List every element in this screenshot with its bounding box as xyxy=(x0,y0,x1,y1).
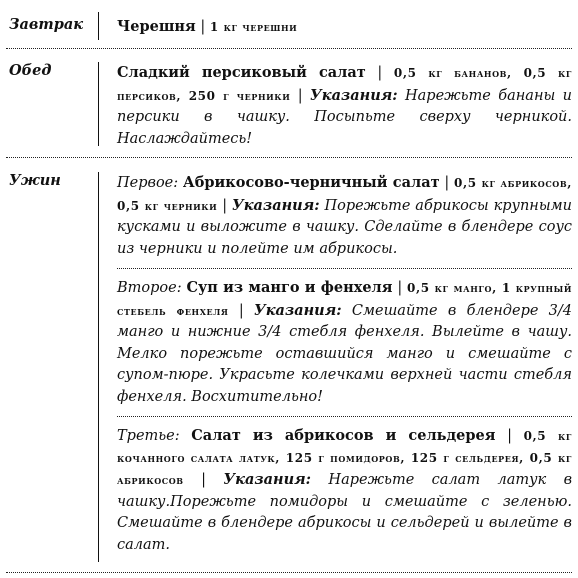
course-rule xyxy=(117,268,572,269)
course-instructions: Смешайте в блендере 3/4 манго и нижние 3/4 стебля фенхеля. Вылейте в чашу. Мелко порежьте оставшийся манго и смешайте с супом-пюре. Украсьте колечками верхней части стебля фенхеля. Восхитительно! xyxy=(117,302,573,405)
separator: | xyxy=(238,302,244,319)
lunch-label: Обед xyxy=(9,62,52,79)
separator: | xyxy=(444,175,450,191)
lunch-content xyxy=(117,62,572,150)
separator: | xyxy=(297,87,303,104)
separator: | xyxy=(377,65,383,81)
lunch-ingredients: 0,5 кг бананов, 0,5 кг персиков, 250 г черники xyxy=(117,66,573,103)
lunch-instructions: Нарежьте бананы и персики в чашку. Посыпьте сверху черникой. Наслаждайтесь! xyxy=(117,87,573,147)
breakfast-divider xyxy=(98,12,99,40)
dinner-content xyxy=(117,172,572,556)
course-ingredients: 0,5 кг абрикосов, 0,5 кг черники xyxy=(117,176,572,213)
course-label: Второе: xyxy=(117,280,182,296)
course-instructions: Порежьте абрикосы крупными кусками и выложите в чашку. Сделайте в блендере соус из черники и полейте им абрикосы. xyxy=(117,197,573,257)
breakfast-dish: Черешня xyxy=(117,18,196,35)
breakfast-label: Завтрак xyxy=(9,16,84,33)
course-instructions-label: Указания: xyxy=(223,471,312,488)
course-rule xyxy=(117,416,572,417)
dinner-course-first xyxy=(117,172,572,260)
course-ingredients: 0,5 кг манго, 1 крупный стебель фенхеля xyxy=(117,281,573,318)
section-rule xyxy=(6,157,572,158)
separator: | xyxy=(507,428,512,444)
course-instructions-label: Указания: xyxy=(231,196,320,214)
course-dish: Абрикосово-черничный салат xyxy=(182,174,440,191)
separator: | xyxy=(200,19,206,35)
breakfast-content xyxy=(117,16,572,39)
dinner-course-second xyxy=(117,277,572,408)
lunch-divider xyxy=(98,62,99,146)
course-dish: Суп из манго и фенхеля xyxy=(186,279,393,296)
section-rule xyxy=(6,572,572,573)
lunch-dish: Сладкий персиковый салат xyxy=(117,64,366,81)
section-rule xyxy=(6,48,572,49)
dinner-label: Ужин xyxy=(9,172,61,189)
separator: | xyxy=(222,197,228,214)
course-label: Третье: xyxy=(117,428,180,444)
dinner-course-third xyxy=(117,425,572,556)
dinner-divider xyxy=(98,172,99,562)
breakfast-ingredients: 1 кг черешни xyxy=(209,20,298,34)
course-dish: Салат из абрикосов и сельдерея xyxy=(191,427,496,444)
course-label: Первое: xyxy=(117,175,179,191)
course-ingredients: 0,5 кг кочанного салата латук, 125 г помидоров, 125 г сельдерея, 0,5 кг абрикосов xyxy=(117,429,573,487)
separator: | xyxy=(397,280,403,296)
course-instructions: Нарежьте салат латук в чашку.Порежьте помидоры и смешайте с зеленью. Смешайте в блендере абрикосы и сельдерей и вылейте в салат. xyxy=(117,472,573,553)
lunch-instructions-label: Указания: xyxy=(310,86,398,104)
course-instructions-label: Указания: xyxy=(253,301,342,319)
separator: | xyxy=(201,472,206,488)
